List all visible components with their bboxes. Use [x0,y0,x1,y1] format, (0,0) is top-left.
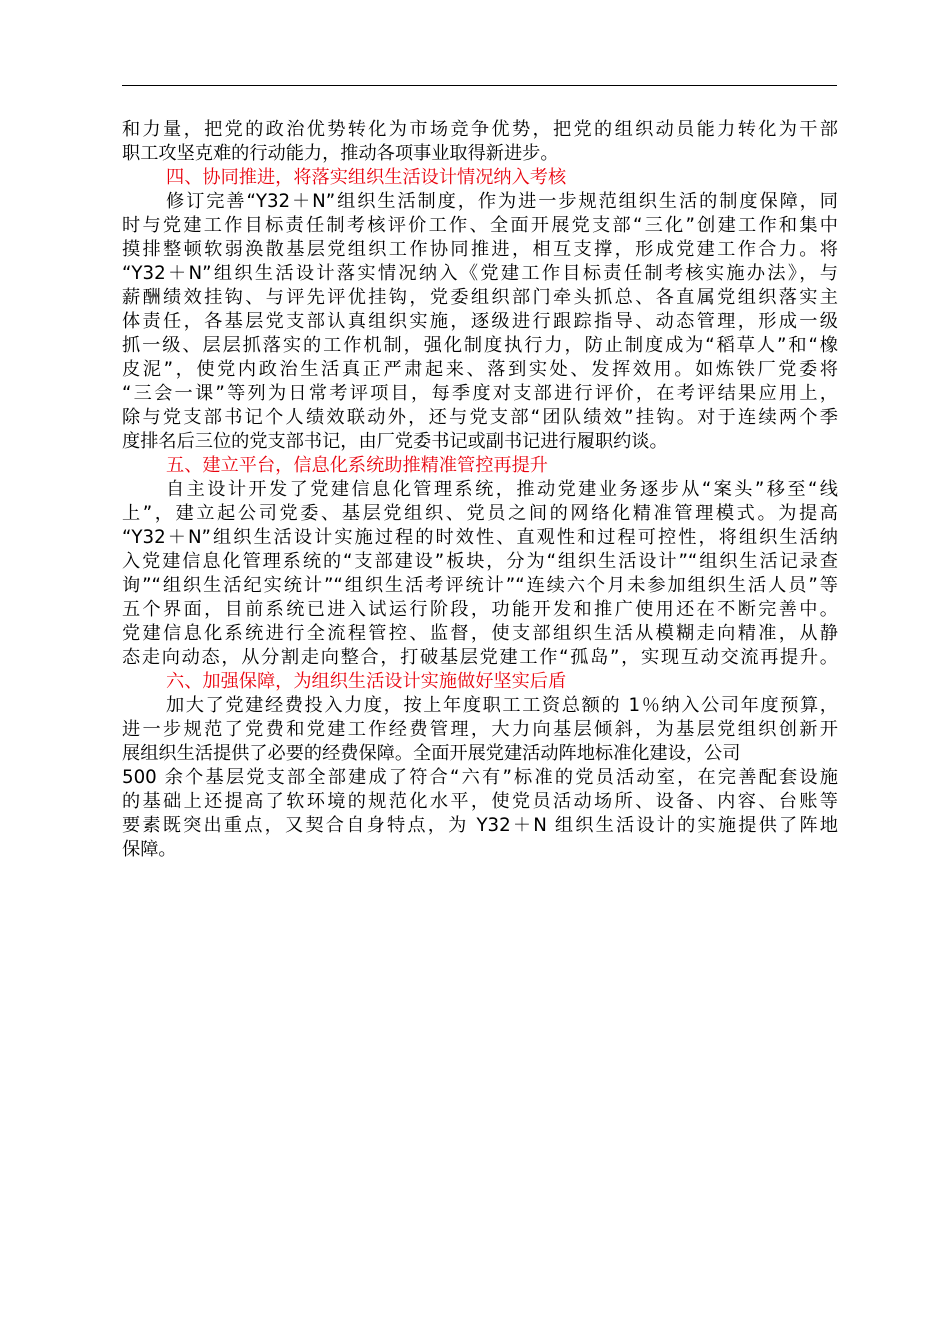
paragraph-line: 500 余个基层党支部全部建成了符合“六有”标准的党员活动室，在完善配套设施 [122,767,838,788]
paragraph-line: 展组织生活提供了必要的经费保障。全面开展党建活动阵地标准化建设，公司 [122,743,741,764]
paragraph-line: 度排名后三位的党支部书记，由厂党委书记或副书记进行履职约谈。 [122,431,668,452]
document-body [122,118,838,862]
paragraph-line: 自主设计开发了党建信息化管理系统，推动党建业务逐步从“案头”移至“线 [166,479,838,500]
paragraph-line: 的基础上还提高了软环境的规范化水平，使党员活动场所、设备、内容、台账等 [122,791,838,812]
paragraph-line: “三会一课”等列为日常考评项目，每季度对支部进行评价，在考评结果应用上， [122,383,838,404]
paragraph-line: “Y32＋N”组织生活设计落实情况纳入《党建工作目标责任制考核实施办法》，与 [122,263,838,284]
paragraph-line: 进一步规范了党费和党建工作经费管理，大力向基层倾斜，为基层党组织创新开 [122,719,838,740]
paragraph-line: 询”“组织生活纪实统计”“组织生活考评统计”“连续六个月未参加组织生活人员”等 [122,575,838,596]
paragraph-line: 摸排整顿软弱涣散基层党组织工作协同推进，相互支撑，形成党建工作合力。将 [122,239,838,260]
section-heading: 四、协同推进，将落实组织生活设计情况纳入考核 [166,167,567,188]
paragraph-line: 加大了党建经费投入力度，按上年度职工工资总额的 1％纳入公司年度预算， [166,695,838,716]
paragraph-line: 和力量，把党的政治优势转化为市场竞争优势，把党的组织动员能力转化为干部 [122,119,838,140]
paragraph-line: 上”，建立起公司党委、基层党组织、党员之间的网络化精准管理模式。为提高 [122,503,838,524]
section-heading: 五、建立平台，信息化系统助推精准管控再提升 [166,455,548,476]
paragraph-line: 除与党支部书记个人绩效联动外，还与党支部“团队绩效”挂钩。对于连续两个季 [122,407,838,428]
paragraph-line: 修订完善“Y32＋N”组织生活制度，作为进一步规范组织生活的制度保障，同 [166,191,838,212]
paragraph-line: 薪酬绩效挂钩、与评先评优挂钩，党委组织部门牵头抓总、各直属党组织落实主 [122,287,838,308]
paragraph-line: 皮泥”，使党内政治生活真正严肃起来、落到实处、发挥效用。如炼铁厂党委将 [122,359,838,380]
paragraph-line: 要素既突出重点，又契合自身特点，为 Y32＋N 组织生活设计的实施提供了阵地 [122,815,838,836]
paragraph-line: 职工攻坚克难的行动能力，推动各项事业取得新进步。 [122,143,559,164]
paragraph-line: 五个界面，目前系统已进入试运行阶段，功能开发和推广使用还在不断完善中。 [122,599,838,620]
paragraph-line: “Y32＋N”组织生活设计实施过程的时效性、直观性和过程可控性，将组织生活纳 [122,527,838,548]
paragraph-line: 时与党建工作目标责任制考核评价工作、全面开展党支部“三化”创建工作和集中 [122,215,838,236]
paragraph-line: 入党建信息化管理系统的“支部建设”板块，分为“组织生活设计”“组织生活记录查 [122,551,838,572]
header-rule [122,85,837,86]
paragraph-line: 体责任，各基层党支部认真组织实施，逐级进行跟踪指导、动态管理，形成一级 [122,311,838,332]
paragraph-line: 保障。 [122,839,177,860]
paragraph-line: 态走向动态，从分割走向整合，打破基层党建工作“孤岛”，实现互动交流再提升。 [122,647,838,668]
section-heading: 六、加强保障，为组织生活设计实施做好坚实后盾 [166,671,567,692]
paragraph-line: 抓一级、层层抓落实的工作机制，强化制度执行力，防止制度成为“稻草人”和“橡 [122,335,838,356]
paragraph-line: 党建信息化系统进行全流程管控、监督，使支部组织生活从模糊走向精准，从静 [122,623,838,644]
